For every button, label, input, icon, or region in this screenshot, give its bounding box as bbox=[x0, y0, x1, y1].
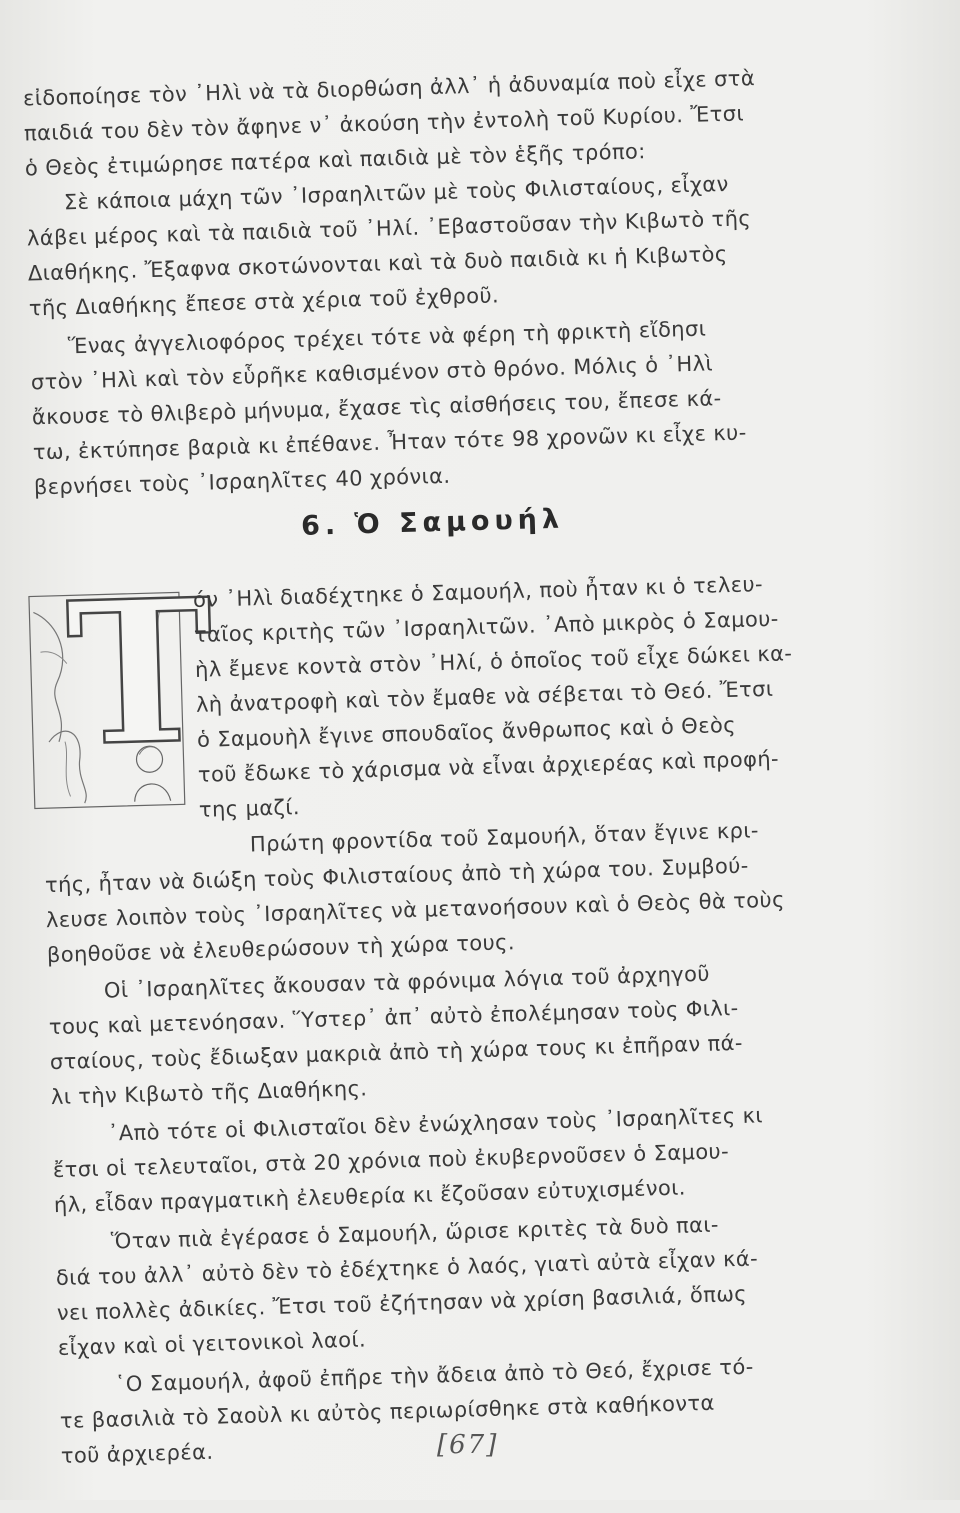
text-line: Ἕνας ἀγγελιοφόρος τρέχει τότε νὰ φέρη τὴ φρικτὴ εἴδησι bbox=[67, 316, 707, 359]
text-line: παιδιά του δὲν τὸν ἄφηνε ν᾿ ἀκούση τὴν ἐντολὴ τοῦ Κυρίου. Ἔτσι bbox=[23, 101, 745, 146]
text-line: νει πολλὲς ἀδικίες. Ἔτσι τοῦ ἐζήτησαν νὰ χρίση βασιλιά, ὅπως bbox=[56, 1281, 748, 1326]
text-line: τῆς Διαθήκης ἔπεσε στὰ χέρια τοῦ ἐχθροῦ. bbox=[28, 283, 500, 321]
text-line: τω, ἐκτύπησε βαριὰ κι ἐπέθανε. Ἦταν τότε 98 χρονῶν κι εἶχε κυ- bbox=[32, 420, 747, 465]
drop-cap-letter: Τ bbox=[63, 556, 217, 791]
illustrated-drop-cap bbox=[25, 556, 217, 812]
text-line: Διαθήκης. Ἔξαφνα σκοτώνονται καὶ τὰ δυὸ παιδιὰ κι ἡ Κιβωτὸς bbox=[27, 241, 728, 286]
text-line: ταῖος κριτὴς τῶν ᾿Ισραηλιτῶν. ᾿Απὸ μικρὸς ὁ Σαμου- bbox=[193, 606, 779, 647]
text-line: τους καὶ μετενόησαν. Ὕστερ᾿ ἀπ᾿ αὐτὸ ἐπολέμησαν τοὺς Φιλι- bbox=[48, 995, 739, 1040]
text-line: στὸν ᾿Ηλὶ καὶ τὸν εὗρῆκε καθισμένον στὸ θρόνο. Μόλις ὁ ᾿Ηλὶ bbox=[30, 351, 714, 395]
text-line: ὁ Θεὸς ἐτιμώρησε πατέρα καὶ παιδιὰ μὲ τὸν ἑξῆς τρόπο: bbox=[24, 139, 646, 181]
text-line: λὴ ἀνατροφὴ καὶ τὸν ἔμαθε νὰ σέβεται τὸ Θεό. Ἔτσι bbox=[195, 676, 774, 717]
text-line: τε βασιλιὰ τὸ Σαοὺλ κι αὐτὸς περιωρίσθηκε στὰ καθήκοντα bbox=[59, 1390, 716, 1434]
text-line: λευσε λοιπὸν τοὺς ᾿Ισραηλῖτες νὰ μετανοήσουν καὶ ὁ Θεὸς θὰ τοὺς bbox=[45, 887, 786, 933]
text-line: λάβει μέρος καὶ τὰ παιδιὰ τοῦ ᾿Ηλί. ᾿Εβαστοῦσαν τὴν Κιβωτὸ τῆς bbox=[26, 206, 752, 251]
page-number: [67] bbox=[437, 1430, 499, 1460]
text-line: ὁ Σαμουὴλ ἔγινε σπουδαῖος ἄνθρωπος καὶ ὁ Θεὸς bbox=[196, 712, 737, 752]
section-heading: 6. Ὁ Σαμουήλ bbox=[300, 503, 565, 542]
text-line: ἔτσι οἱ τελευταῖοι, στὰ 20 χρόνια ποὺ ἐκυβερνοῦσεν ὁ Σαμου- bbox=[52, 1139, 730, 1183]
text-line: Σὲ κάποια μάχη τῶν ᾿Ισραηλιτῶν μὲ τοὺς Φιλισταίους, εἶχαν bbox=[63, 171, 730, 215]
text-line: ήλ, εἶδαν πραγματικὴ ἐλευθερία κι ἔζοῦσαν εὐτυχισμένοι. bbox=[53, 1175, 687, 1218]
text-line: ῾Ο Σαμουήλ, ἀφοῦ ἐπῆρε τὴν ἄδεια ἀπὸ τὸ Θεό, ἔχρισε τό- bbox=[114, 1354, 754, 1397]
text-line: ᾿Απὸ τότε οἱ Φιλισταῖοι δὲν ἐνώχλησαν τοὺς ᾿Ισραηλῖτες κι bbox=[107, 1103, 764, 1146]
text-line: τοῦ ἔδωκε τὸ χάρισμα νὰ εἶναι ἀρχιερέας καὶ προφή- bbox=[197, 746, 780, 787]
text-line: Οἱ ᾿Ισραηλῖτες ἄκουσαν τὰ φρόνιμα λόγια τοῦ ἀρχηγοῦ bbox=[103, 961, 711, 1003]
text-line: εἶχαν καὶ οἱ γειτονικοὶ λαοί. bbox=[57, 1327, 367, 1361]
text-line: ἄκουσε τὸ θλιβερὸ μήνυμα, ἔχασε τὶς αἰσθήσεις του, ἔπεσε κά- bbox=[31, 386, 722, 430]
text-line: της μαζί. bbox=[198, 795, 301, 822]
text-line: τής, ἦταν νὰ διώξη τοὺς Φιλισταίους ἀπὸ τὴ χώρα του. Συμβού- bbox=[44, 853, 750, 898]
text-line: τοῦ ἀρχιερέα. bbox=[60, 1439, 214, 1468]
text-line: βερνήσει τοὺς ᾿Ισραηλῖτες 40 χρόνια. bbox=[33, 463, 451, 500]
text-line: βοηθοῦσε νὰ ἐλευθερώσουν τὴ χώρα τους. bbox=[46, 930, 516, 968]
text-line: εἰδοποίησε τὸν ᾿Ηλὶ νὰ τὰ διορθώση ἀλλ᾿ ἡ ἀδυναμία ποὺ εἶχε στὰ bbox=[22, 66, 756, 111]
text-line: λι τὴν Κιβωτὸ τῆς Διαθήκης. bbox=[50, 1076, 368, 1110]
text-line: διά του ἀλλ᾿ αὐτὸ δὲν τὸ ἐδέχτηκε ὁ λαός, γιατὶ αὐτὰ εἶχαν κά- bbox=[55, 1246, 759, 1291]
text-line: Ὅταν πιὰ ἐγέρασε ὁ Σαμουήλ, ὥρισε κριτὲς τὰ δυὸ παι- bbox=[110, 1212, 720, 1254]
text-line: ὴλ ἔμενε κοντὰ στὸν ᾿Ηλί, ὁ ὁποῖος τοῦ εἶχε δώκει κα- bbox=[194, 641, 793, 682]
text-line: σταίους, τοὺς ἔδιωξαν μακριὰ ἀπὸ τὴ χώρα τους κι ἐπῆραν πά- bbox=[49, 1030, 744, 1075]
text-line: όν ᾿Ηλὶ διαδέχτηκε ὁ Σαμουήλ, ποὺ ἦταν κι ὁ τελευ- bbox=[192, 572, 764, 612]
text-line: Πρώτη φροντίδα τοῦ Σαμουήλ, ὅταν ἔγινε κρι- bbox=[249, 818, 760, 857]
